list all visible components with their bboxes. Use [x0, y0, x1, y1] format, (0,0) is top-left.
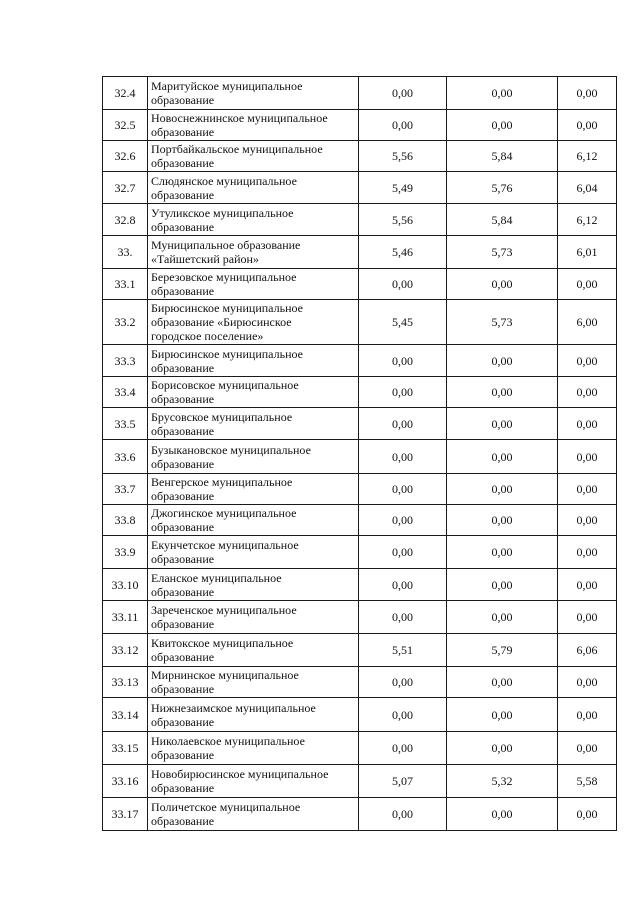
row-number-cell: 33.12 — [103, 634, 148, 667]
table-row — [103, 732, 617, 765]
row-name-text: Березовское муниципальное образование — [151, 270, 297, 298]
row-name-cell — [148, 440, 359, 474]
row-name-text: Бирюсинское муниципальное образование «Бирюсинское городское поселение» — [151, 301, 303, 343]
row-value-1-cell: 5,45 — [359, 300, 447, 345]
row-value-3-cell: 0,00 — [558, 732, 617, 765]
row-number-cell: 33.5 — [103, 408, 148, 440]
row-name-cell — [148, 300, 359, 345]
row-value-3-cell: 6,06 — [558, 634, 617, 667]
row-value-1-cell: 0,00 — [359, 505, 447, 536]
table-body — [103, 77, 617, 831]
row-value-2-cell: 0,00 — [447, 377, 558, 408]
row-name-cell — [148, 172, 359, 204]
row-name-text: Зареченское муниципальное образование — [151, 603, 297, 631]
table-row — [103, 77, 617, 110]
row-value-2-cell: 5,73 — [447, 300, 558, 345]
row-value-3-cell: 0,00 — [558, 110, 617, 141]
row-value-2-cell: 0,00 — [447, 269, 558, 300]
table-row — [103, 377, 617, 408]
row-name-text: Нижнезаимское муниципальное образование — [151, 700, 316, 729]
row-name-cell — [148, 569, 359, 601]
row-value-3-cell: 0,00 — [558, 505, 617, 536]
row-number-cell: 32.8 — [103, 204, 148, 236]
row-name-text: Новоснежнинское муниципальное образование — [151, 111, 328, 139]
row-name-cell — [148, 77, 359, 110]
row-value-2-cell: 0,00 — [447, 536, 558, 569]
table-row — [103, 765, 617, 798]
row-name-cell — [148, 204, 359, 236]
row-value-3-cell: 6,12 — [558, 141, 617, 172]
row-value-1-cell: 0,00 — [359, 377, 447, 408]
row-value-2-cell: 0,00 — [447, 798, 558, 831]
row-value-1-cell: 0,00 — [359, 408, 447, 440]
row-name-cell — [148, 698, 359, 732]
row-name-text: Слюдянское муниципальное образование — [151, 173, 297, 202]
table-row — [103, 345, 617, 377]
row-name-cell — [148, 269, 359, 300]
row-name-cell — [148, 505, 359, 536]
table-row — [103, 110, 617, 141]
row-value-2-cell: 0,00 — [447, 601, 558, 634]
row-number-cell: 33.10 — [103, 569, 148, 601]
table-row — [103, 569, 617, 601]
table-row — [103, 300, 617, 345]
row-name-cell — [148, 110, 359, 141]
row-number-cell: 33.11 — [103, 601, 148, 634]
row-value-3-cell: 0,00 — [558, 569, 617, 601]
row-value-3-cell: 0,00 — [558, 474, 617, 505]
row-name-cell — [148, 765, 359, 798]
row-name-text: Квитокское муниципальное образование — [151, 636, 294, 664]
row-name-cell — [148, 377, 359, 408]
row-value-2-cell: 0,00 — [447, 345, 558, 377]
row-name-cell — [148, 798, 359, 831]
row-value-3-cell: 0,00 — [558, 698, 617, 732]
table-row — [103, 698, 617, 732]
row-number-cell: 33.17 — [103, 798, 148, 831]
row-value-2-cell: 0,00 — [447, 505, 558, 536]
row-number-cell: 33.1 — [103, 269, 148, 300]
row-value-2-cell: 5,84 — [447, 141, 558, 172]
row-value-1-cell: 0,00 — [359, 110, 447, 141]
row-value-1-cell: 0,00 — [359, 698, 447, 732]
row-name-cell — [148, 667, 359, 698]
table-row — [103, 408, 617, 440]
table-row — [103, 269, 617, 300]
row-name-text: Екунчетское муниципальное образование — [151, 538, 299, 566]
table-row — [103, 440, 617, 474]
data-table — [102, 76, 617, 831]
row-name-text: Поличетское муниципальное образование — [151, 800, 301, 828]
row-value-3-cell: 0,00 — [558, 601, 617, 634]
row-value-2-cell: 0,00 — [447, 667, 558, 698]
row-name-cell — [148, 601, 359, 634]
row-value-3-cell: 0,00 — [558, 440, 617, 474]
row-number-cell: 33.9 — [103, 536, 148, 569]
row-name-text: Бирюсинское муниципальное образование — [151, 346, 303, 375]
row-value-2-cell: 0,00 — [447, 569, 558, 601]
row-name-text: Портбайкальское муниципальное образование — [151, 142, 323, 170]
row-value-2-cell: 0,00 — [447, 474, 558, 505]
row-number-cell: 32.6 — [103, 141, 148, 172]
row-number-cell: 33.4 — [103, 377, 148, 408]
row-value-3-cell: 6,01 — [558, 236, 617, 269]
row-name-text: Новобирюсинское муниципальное образование — [151, 767, 329, 795]
row-value-1-cell: 5,07 — [359, 765, 447, 798]
row-value-2-cell: 0,00 — [447, 408, 558, 440]
row-value-3-cell: 0,00 — [558, 377, 617, 408]
row-name-text: Борисовское муниципальное образование — [151, 378, 299, 406]
row-value-3-cell: 0,00 — [558, 345, 617, 377]
row-value-1-cell: 0,00 — [359, 474, 447, 505]
row-value-2-cell: 0,00 — [447, 77, 558, 110]
table-row — [103, 667, 617, 698]
table-row — [103, 204, 617, 236]
row-number-cell: 33. — [103, 236, 148, 269]
row-number-cell: 33.6 — [103, 440, 148, 474]
row-name-text: Мирнинское муниципальное образование — [151, 668, 299, 696]
table-row — [103, 505, 617, 536]
row-number-cell: 32.5 — [103, 110, 148, 141]
row-name-text: Брусовское муниципальное образование — [151, 409, 293, 438]
row-number-cell: 33.3 — [103, 345, 148, 377]
row-value-2-cell: 5,32 — [447, 765, 558, 798]
row-value-1-cell: 0,00 — [359, 77, 447, 110]
row-name-cell — [148, 408, 359, 440]
row-value-1-cell: 0,00 — [359, 798, 447, 831]
row-name-text: Утуликское муниципальное образование — [151, 205, 294, 234]
row-number-cell: 33.7 — [103, 474, 148, 505]
row-value-1-cell: 5,56 — [359, 204, 447, 236]
row-number-cell: 33.2 — [103, 300, 148, 345]
table-row — [103, 141, 617, 172]
row-name-text: Николаевское муниципальное образование — [151, 734, 305, 762]
table-row — [103, 474, 617, 505]
row-name-cell — [148, 236, 359, 269]
table-row — [103, 236, 617, 269]
row-value-3-cell: 6,04 — [558, 172, 617, 204]
row-name-text: Бузыкановское муниципальное образование — [151, 442, 311, 471]
row-value-2-cell: 0,00 — [447, 110, 558, 141]
row-number-cell: 32.7 — [103, 172, 148, 204]
row-value-1-cell: 5,49 — [359, 172, 447, 204]
row-name-text: Джогинское муниципальное образование — [151, 506, 297, 534]
row-value-3-cell: 6,00 — [558, 300, 617, 345]
row-value-2-cell: 5,79 — [447, 634, 558, 667]
row-value-1-cell: 0,00 — [359, 732, 447, 765]
row-value-2-cell: 5,73 — [447, 236, 558, 269]
row-value-1-cell: 0,00 — [359, 569, 447, 601]
row-name-cell — [148, 474, 359, 505]
table-row — [103, 536, 617, 569]
row-value-2-cell: 0,00 — [447, 440, 558, 474]
row-name-text: Еланское муниципальное образование — [151, 570, 282, 599]
row-value-2-cell: 0,00 — [447, 732, 558, 765]
row-name-text: Венгерское муниципальное образование — [151, 475, 293, 503]
row-value-3-cell: 0,00 — [558, 77, 617, 110]
row-value-1-cell: 0,00 — [359, 269, 447, 300]
row-value-2-cell: 0,00 — [447, 698, 558, 732]
row-value-1-cell: 5,56 — [359, 141, 447, 172]
table-row — [103, 798, 617, 831]
row-name-cell — [148, 345, 359, 377]
row-number-cell: 33.16 — [103, 765, 148, 798]
row-value-2-cell: 5,76 — [447, 172, 558, 204]
row-value-3-cell: 0,00 — [558, 269, 617, 300]
row-number-cell: 33.15 — [103, 732, 148, 765]
row-value-1-cell: 5,46 — [359, 236, 447, 269]
row-value-2-cell: 5,84 — [447, 204, 558, 236]
row-name-cell — [148, 634, 359, 667]
row-number-cell: 33.13 — [103, 667, 148, 698]
row-name-cell — [148, 732, 359, 765]
row-value-1-cell: 0,00 — [359, 536, 447, 569]
row-number-cell: 33.8 — [103, 505, 148, 536]
row-value-1-cell: 5,51 — [359, 634, 447, 667]
row-value-1-cell: 0,00 — [359, 667, 447, 698]
row-value-3-cell: 0,00 — [558, 798, 617, 831]
row-value-1-cell: 0,00 — [359, 601, 447, 634]
row-name-cell — [148, 536, 359, 569]
table-row — [103, 172, 617, 204]
row-value-3-cell: 6,12 — [558, 204, 617, 236]
row-name-cell — [148, 141, 359, 172]
row-number-cell: 32.4 — [103, 77, 148, 110]
row-value-3-cell: 0,00 — [558, 536, 617, 569]
row-value-3-cell: 0,00 — [558, 667, 617, 698]
row-name-text: Маритуйское муниципальное образование — [151, 79, 303, 107]
row-value-3-cell: 0,00 — [558, 408, 617, 440]
row-number-cell: 33.14 — [103, 698, 148, 732]
table-row — [103, 634, 617, 667]
row-value-3-cell: 5,58 — [558, 765, 617, 798]
row-value-1-cell: 0,00 — [359, 345, 447, 377]
row-name-text: Муниципальное образование «Тайшетский район» — [151, 238, 301, 266]
table-row — [103, 601, 617, 634]
row-value-1-cell: 0,00 — [359, 440, 447, 474]
